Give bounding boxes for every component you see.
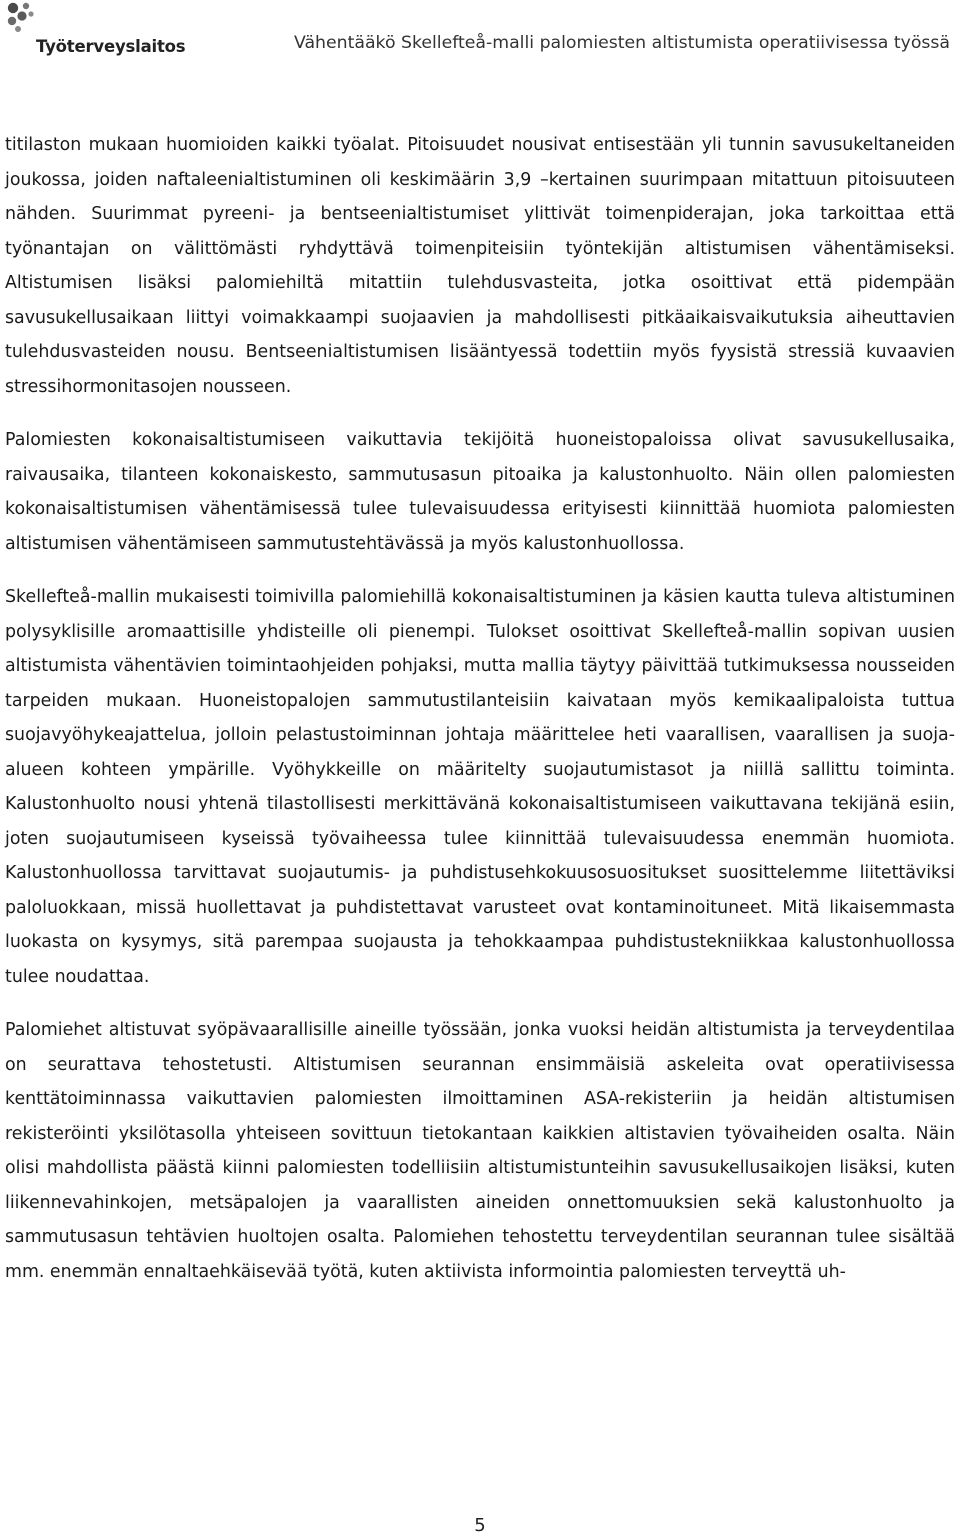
logo-mark-icon [4, 2, 44, 42]
logo-text: Työterveyslaitos [36, 37, 186, 56]
organization-logo [4, 2, 204, 62]
paragraph-4: Palomiehet altistuvat syöpävaarallisille aineille työssään, jonka vuoksi heidän altistumista ja terveydentilaa on seurattava tehostetusti. Altistumisen seurannan ensimmäisiä askeleita ovat operatiivisessa kenttätoiminnassa vaikuttavien palomiesten ilmoittaminen ASA-rekisteriin ja heidän altistumisen rekisteröinti yksilötasolla yhteiseen sovittuun tietokantaan kaikkien altistavien työvaiheiden osalta. Näin olisi mahdollista päästä kiinni palomiesten todelliisiin altistumistunteihin savusukellusaikojen lisäksi, kuten liikennevahinkojen, metsäpalojen ja vaarallisten aineiden onnettomuuksien sekä kalustonhuolto ja sammutusasun tehtävien huoltojen osalta. Palomiehen tehostettu terveydentilan seurannan tulee sisältää mm. enemmän ennaltaehkäisevää työtä, kuten aktiivista informointia palomiesten terveyttä uh- [5, 1020, 955, 1282]
page-header [0, 0, 960, 66]
document-body [5, 128, 955, 1308]
paragraph-2: Palomiesten kokonaisaltistumiseen vaikuttavia tekijöitä huoneistopaloissa olivat savusukellusaika, raivausaika, tilanteen kokonaiskesto, sammutusasun pitoaika ja kalustonhuolto. Näin ollen palomiesten kokonaisaltistumisen vähentämisessä tulee tulevaisuudessa erityisesti kiinnittää huomiota palomiesten altistumisen vähentämiseen sammutustehtävässä ja myös kalustonhuollossa. [5, 430, 955, 554]
paragraph-3: Skellefteå-mallin mukaisesti toimivilla palomiehillä kokonaisaltistuminen ja käsien kautta tuleva altistuminen polysyklisille aromaattisille yhdisteille oli pienempi. Tulokset osoittivat Skellefteå-mallin sopivan uusien altistumista vähentävien toimintaohjeiden pohjaksi, mutta mallia täytyy päivittää tutkimuksessa nousseiden tarpeiden mukaan. Huoneistopalojen sammutustilanteisiin kaivataan myös kemikaalipaloista tuttua suojavyöhykeajattelua, jolloin pelastustoiminnan johtaja määrittelee heti vaarallisen, vaarallisen ja suoja-alueen kohteen ympärille. Vyöhykkeille on määritelty suojautumistasot ja niillä sallittu toiminta. Kalustonhuolto nousi yhtenä tilastollisesti merkittävänä kokonaisaltistumiseen vaikuttavana tekijänä esiin, joten suojautumiseen kyseissä työvaiheessa tulee kiinnittää tulevaisuudessa enemmän huomiota. Kalustonhuollossa tarvittavat suojautumis- ja puhdistusehkokuusosuositukset suosittelemme liitettäviksi paloluokkaan, missä huollettavat ja puhdistettavat varusteet ovat kontaminoituneet. Mitä likaisemmasta luokasta on kysymys, sitä parempaa suojausta ja tehokkaampaa puhdistustekniikkaa kalustonhuollossa tulee noudattaa. [5, 587, 955, 987]
paragraph-1: titilaston mukaan huomioiden kaikki työalat. Pitoisuudet nousivat entisestään yli tunnin savusukeltaneiden joukossa, joiden naftaleenialtistuminen oli keskimäärin 3,9 –kertainen suurimpaan mitattuun pitoisuuteen nähden. Suurimmat pyreeni- ja bentseenialtistumiset ylittivät toimenpiderajan, joka tarkoittaa että työnantajan on välittömästi ryhdyttävä toimenpiteisiin työntekijän altistumisen vähentämiseksi. Altistumisen lisäksi palomiehiltä mitattiin tulehdusvasteita, jotka osoittivat että pidempään savusukellusaikaan liittyi voimakkaampi suojaavien ja mahdollisesti pitkäaikaisvaikutuksia aiheuttavien tulehdusvasteiden nousu. Bentseenialtistumisen lisääntyessä todettiin myös fyysistä stressiä kuvaavien stressihormonitasojen nousseen. [5, 135, 955, 397]
page-number: 5 [474, 1515, 486, 1536]
document-title: Vähentääkö Skellefteå-malli palomiesten altistumista operatiivisessa työssä [293, 33, 950, 53]
